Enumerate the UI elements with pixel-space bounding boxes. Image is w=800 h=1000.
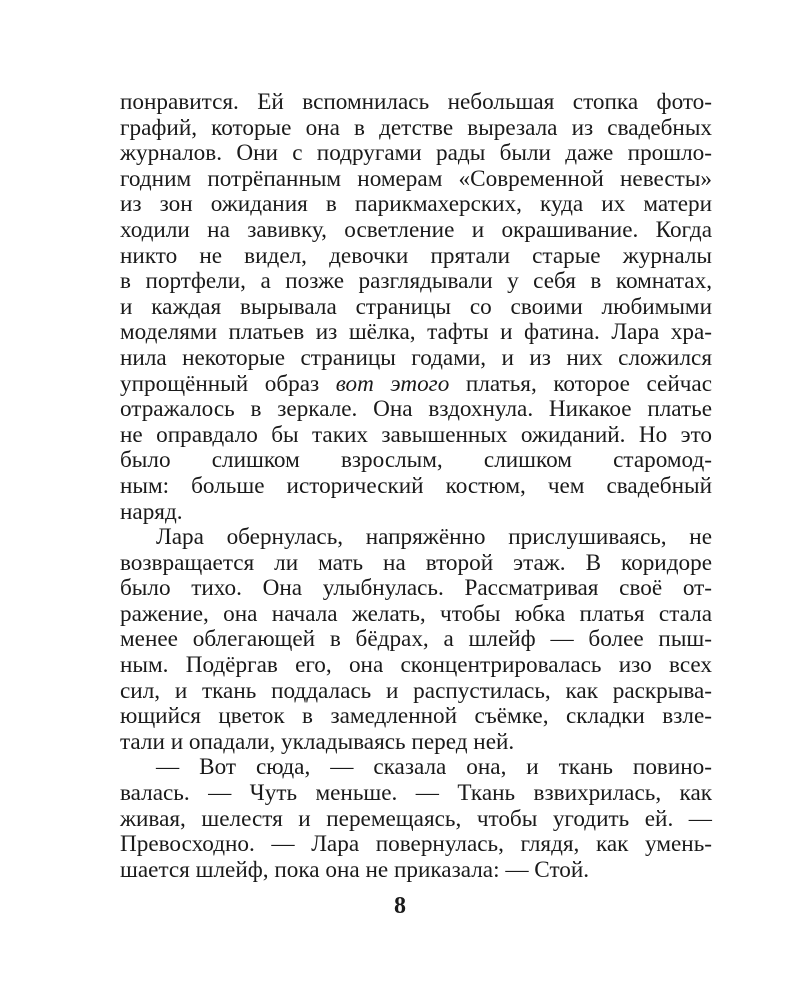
paragraph bbox=[120, 90, 712, 525]
text-line: никто не видел, девочки прятали старые журналы bbox=[120, 242, 712, 269]
text-line: из зон ожидания в парикмахерских, куда их матери bbox=[120, 191, 712, 218]
text-line: Лара обернулась, напряжённо прислушиваясь, не bbox=[156, 524, 712, 551]
text-line: было тихо. Она улыбнулась. Рассматривая своё от- bbox=[120, 575, 712, 602]
text-line: наряд. bbox=[120, 498, 183, 525]
text-line: ражение, она начала желать, чтобы юбка платья стала bbox=[120, 600, 712, 627]
page-number: 8 bbox=[394, 893, 406, 919]
italic-emphasis: вот этого bbox=[335, 370, 450, 397]
text-line: тали и опадали, укладываясь перед ней. bbox=[120, 728, 515, 755]
text-line: ющийся цветок в замедленной съёмке, складки взле- bbox=[120, 703, 712, 730]
text-line: сил, и ткань поддалась и распустилась, как раскрыва- bbox=[120, 677, 712, 704]
text-line: понравится. Ей вспомнилась небольшая стопка фото- bbox=[120, 89, 712, 115]
text-line: годним потрёпанным номерам «Современной невесты» bbox=[120, 165, 712, 192]
text-line: не оправдало бы таких завышенных ожиданий. Но это bbox=[120, 421, 712, 448]
body-text bbox=[120, 90, 712, 883]
text-line: моделями платьев из шёлка, тафты и фатина. Лара хра- bbox=[120, 319, 712, 346]
text-line: в портфели, а позже разглядывали у себя в комнатах, bbox=[120, 268, 712, 295]
paragraph bbox=[120, 755, 712, 883]
text-line: — Вот сюда, — сказала она, и ткань повино- bbox=[156, 754, 712, 781]
text-line: нила некоторые страницы годами, и из них сложился bbox=[120, 344, 712, 371]
text-line: графий, которые она в детстве вырезала из свадебных bbox=[120, 114, 712, 141]
text-line: валась. — Чуть меньше. — Ткань взвихрилась, как bbox=[120, 780, 712, 807]
text-run: платья, которое сейчас bbox=[449, 370, 712, 397]
text-line: живая, шелестя и перемещаясь, чтобы угодить ей. — bbox=[120, 805, 712, 832]
text-line bbox=[120, 372, 712, 398]
text-line: и каждая вырывала страницы со своими любимыми bbox=[120, 293, 712, 320]
text-line: было слишком взрослым, слишком старомод- bbox=[120, 447, 712, 474]
text-line: отражалось в зеркале. Она вздохнула. Никакое платье bbox=[120, 396, 712, 423]
paragraph bbox=[120, 525, 712, 755]
text-line: возвращается ли мать на второй этаж. В коридоре bbox=[120, 549, 712, 576]
text-line: ным. Подёргав его, она сконцентрировалась изо всех bbox=[120, 652, 712, 679]
text-line: ходили на завивку, осветление и окрашивание. Когда bbox=[120, 216, 712, 243]
text-line: менее облегающей в бёдрах, а шлейф — более пыш- bbox=[120, 626, 712, 653]
text-line: ным: больше исторический костюм, чем свадебный bbox=[120, 472, 712, 499]
text-run: упрощённый образ bbox=[120, 370, 336, 397]
text-line: журналов. Они с подругами рады были даже прошло- bbox=[120, 140, 712, 167]
text-line: шается шлейф, пока она не приказала: — Стой. bbox=[120, 856, 590, 883]
text-line: Превосходно. — Лара повернулась, глядя, как умень- bbox=[120, 831, 712, 858]
